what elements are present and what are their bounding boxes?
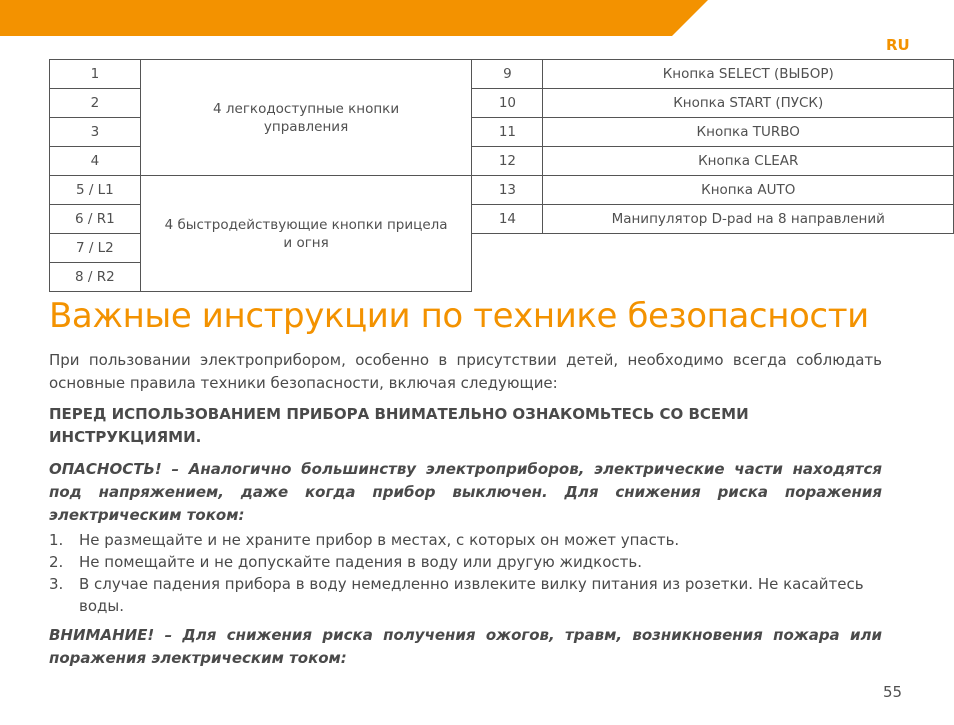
empty-cell: [472, 234, 954, 263]
control-description: Манипулятор D-pad на 8 направлений: [543, 205, 954, 234]
caution-paragraph: ВНИМАНИЕ! – Для снижения риска получения ожогов, травм, возникновения пожара или поражения электрическим током:: [49, 626, 882, 667]
list-item-number: 1.: [49, 531, 64, 549]
danger-paragraph: ОПАСНОСТЬ! – Аналогично большинству электроприборов, электрические части находятся под напряжением, даже когда прибор выключен. Для снижения риска поражения электрическим током:: [49, 460, 882, 524]
control-number: 14: [472, 205, 543, 234]
list-item-number: 3.: [49, 575, 64, 593]
control-number: 10: [472, 89, 543, 118]
section-title: Важные инструкции по технике безопасности: [49, 296, 869, 336]
control-description: Кнопка START (ПУСК): [543, 89, 954, 118]
header-accent-bar: [0, 0, 954, 36]
control-number: 6 / R1: [50, 205, 141, 234]
read-instructions-warning: ПЕРЕД ИСПОЛЬЗОВАНИЕМ ПРИБОРА ВНИМАТЕЛЬНО ОЗНАКОМЬТЕСЬ СО ВСЕМИ ИНСТРУКЦИЯМИ.: [49, 405, 749, 446]
list-item: [49, 573, 882, 617]
control-group-label: 4 легкодоступные кнопки управления: [140, 60, 472, 176]
control-number: 5 / L1: [50, 176, 141, 205]
control-description: Кнопка CLEAR: [543, 147, 954, 176]
control-number: 11: [472, 118, 543, 147]
control-group-label: 4 быстродействующие кнопки прицела и огня: [140, 176, 472, 292]
control-number: 7 / L2: [50, 234, 141, 263]
safety-list: [49, 529, 882, 617]
language-code: RU: [886, 36, 910, 54]
intro-paragraph: При пользовании электроприбором, особенно в присутствии детей, необходимо всегда соблюдать основные правила техники безопасности, включая следующие:: [49, 351, 882, 392]
control-number: 3: [50, 118, 141, 147]
control-number: 13: [472, 176, 543, 205]
controls-table: [49, 59, 954, 292]
control-number: 4: [50, 147, 141, 176]
list-item-number: 2.: [49, 553, 64, 571]
control-number: 9: [472, 60, 543, 89]
list-item-text: Не помещайте и не допускайте падения в воду или другую жидкость.: [79, 553, 642, 571]
control-description: Кнопка TURBO: [543, 118, 954, 147]
control-number: 2: [50, 89, 141, 118]
table-row: [50, 60, 954, 89]
control-description: Кнопка AUTO: [543, 176, 954, 205]
control-number: 1: [50, 60, 141, 89]
control-number: 8 / R2: [50, 263, 141, 292]
control-number: 12: [472, 147, 543, 176]
table-row: [50, 176, 954, 205]
list-item-text: В случае падения прибора в воду немедленно извлеките вилку питания из розетки. Не касайтесь воды.: [79, 575, 864, 615]
list-item: [49, 529, 882, 551]
empty-cell: [472, 263, 954, 292]
page-number: 55: [883, 683, 903, 701]
list-item: [49, 551, 882, 573]
list-item-text: Не размещайте и не храните прибор в местах, с которых он может упасть.: [79, 531, 680, 549]
control-description: Кнопка SELECT (ВЫБОР): [543, 60, 954, 89]
